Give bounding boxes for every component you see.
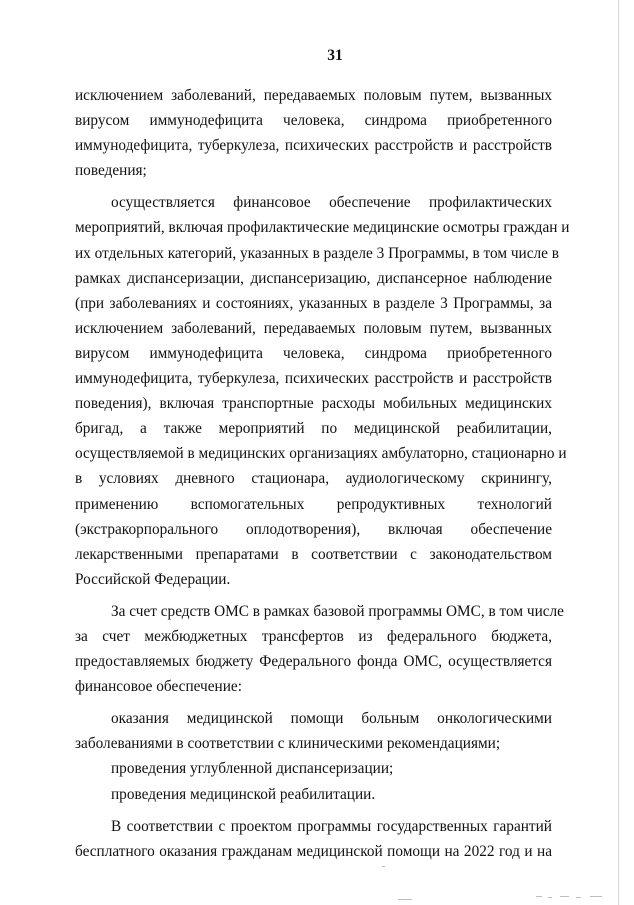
paragraph [75, 756, 552, 781]
text-line: исключением заболеваний, передаваемых половым путем, вызванных [75, 319, 552, 337]
text-line: за счет межбюджетных трансфертов из федерального бюджета, [75, 627, 552, 645]
text-line: проведения углубленной диспансеризации; [111, 760, 394, 778]
scan-edge-line [618, 0, 619, 905]
text-line: осуществляется финансовое обеспечение профилактических [111, 194, 552, 212]
text-line: За счет средств ОМС в рамках базовой программы ОМС, в том числе [111, 602, 564, 620]
scan-speck [576, 897, 581, 898]
paragraph [75, 190, 570, 592]
scan-speck [398, 899, 412, 900]
text-line: бесплатного оказания гражданам медицинской помощи на 2022 год и на [75, 842, 552, 860]
paragraph [75, 599, 564, 699]
text-line: заболеваниями в соответствии с клиническими рекомендациями; [75, 735, 501, 753]
text-line: оказания медицинской помощи больным онкологическими [111, 710, 552, 728]
scan-speck [536, 896, 542, 897]
paragraph [75, 83, 552, 183]
paragraph-gap [75, 807, 552, 814]
text-line: (при заболеваниях и состояниях, указанных в разделе 3 Программы, за [75, 294, 552, 312]
text-line: в условиях дневного стационара, аудиологическому скринингу, [75, 470, 552, 488]
paragraph [75, 782, 552, 807]
page-number: 31 [327, 47, 343, 64]
paragraph-gap [75, 699, 552, 706]
text-line: вирусом иммунодефицита человека, синдрома приобретенного [75, 112, 552, 130]
text-line: предоставляемых бюджету Федерального фонда ОМС, осуществляется [75, 653, 552, 671]
text-line: применению вспомогательных репродуктивных технологий [75, 495, 552, 513]
text-line: иммунодефицита, туберкулеза, психических расстройств и расстройств [75, 370, 552, 388]
document-body [75, 83, 570, 864]
paragraph-gap [75, 183, 552, 190]
text-line: лекарственными препаратами в соответствии с законодательством [75, 545, 552, 563]
text-line: проведения медицинской реабилитации. [111, 785, 376, 803]
text-line: вирусом иммунодефицита человека, синдрома приобретенного [75, 344, 552, 362]
paragraph [75, 814, 552, 864]
text-line: бригад, а также мероприятий по медицинской реабилитации, [75, 420, 552, 438]
text-line: финансовое обеспечение: [75, 678, 242, 696]
text-line: мероприятий, включая профилактические медицинские осмотры граждан и [75, 219, 570, 237]
scan-speck [590, 896, 602, 897]
text-line: поведения; [75, 162, 147, 180]
text-line: (экстракорпорального оплодотворения), включая обеспечение [75, 520, 552, 538]
paragraph-gap [75, 592, 552, 599]
paragraph [75, 706, 552, 756]
text-line: рамках диспансеризации, диспансеризацию, диспансерное наблюдение [75, 269, 552, 287]
scan-speck [382, 866, 385, 867]
scan-speck [560, 896, 569, 897]
scan-speck [548, 897, 552, 898]
text-line: исключением заболеваний, передаваемых половым путем, вызванных [75, 87, 552, 104]
text-line: их отдельных категорий, указанных в разделе 3 Программы, в том числе в [75, 244, 559, 262]
text-line: иммунодефицита, туберкулеза, психических расстройств и расстройств [75, 137, 552, 155]
text-line: поведения), включая транспортные расходы мобильных медицинских [75, 395, 552, 413]
text-line: Российской Федерации. [75, 570, 231, 588]
text-line: В соответствии с проектом программы государственных гарантий [111, 817, 552, 835]
text-line: осуществляемой в медицинских организациях амбулаторно, стационарно и [75, 445, 567, 463]
